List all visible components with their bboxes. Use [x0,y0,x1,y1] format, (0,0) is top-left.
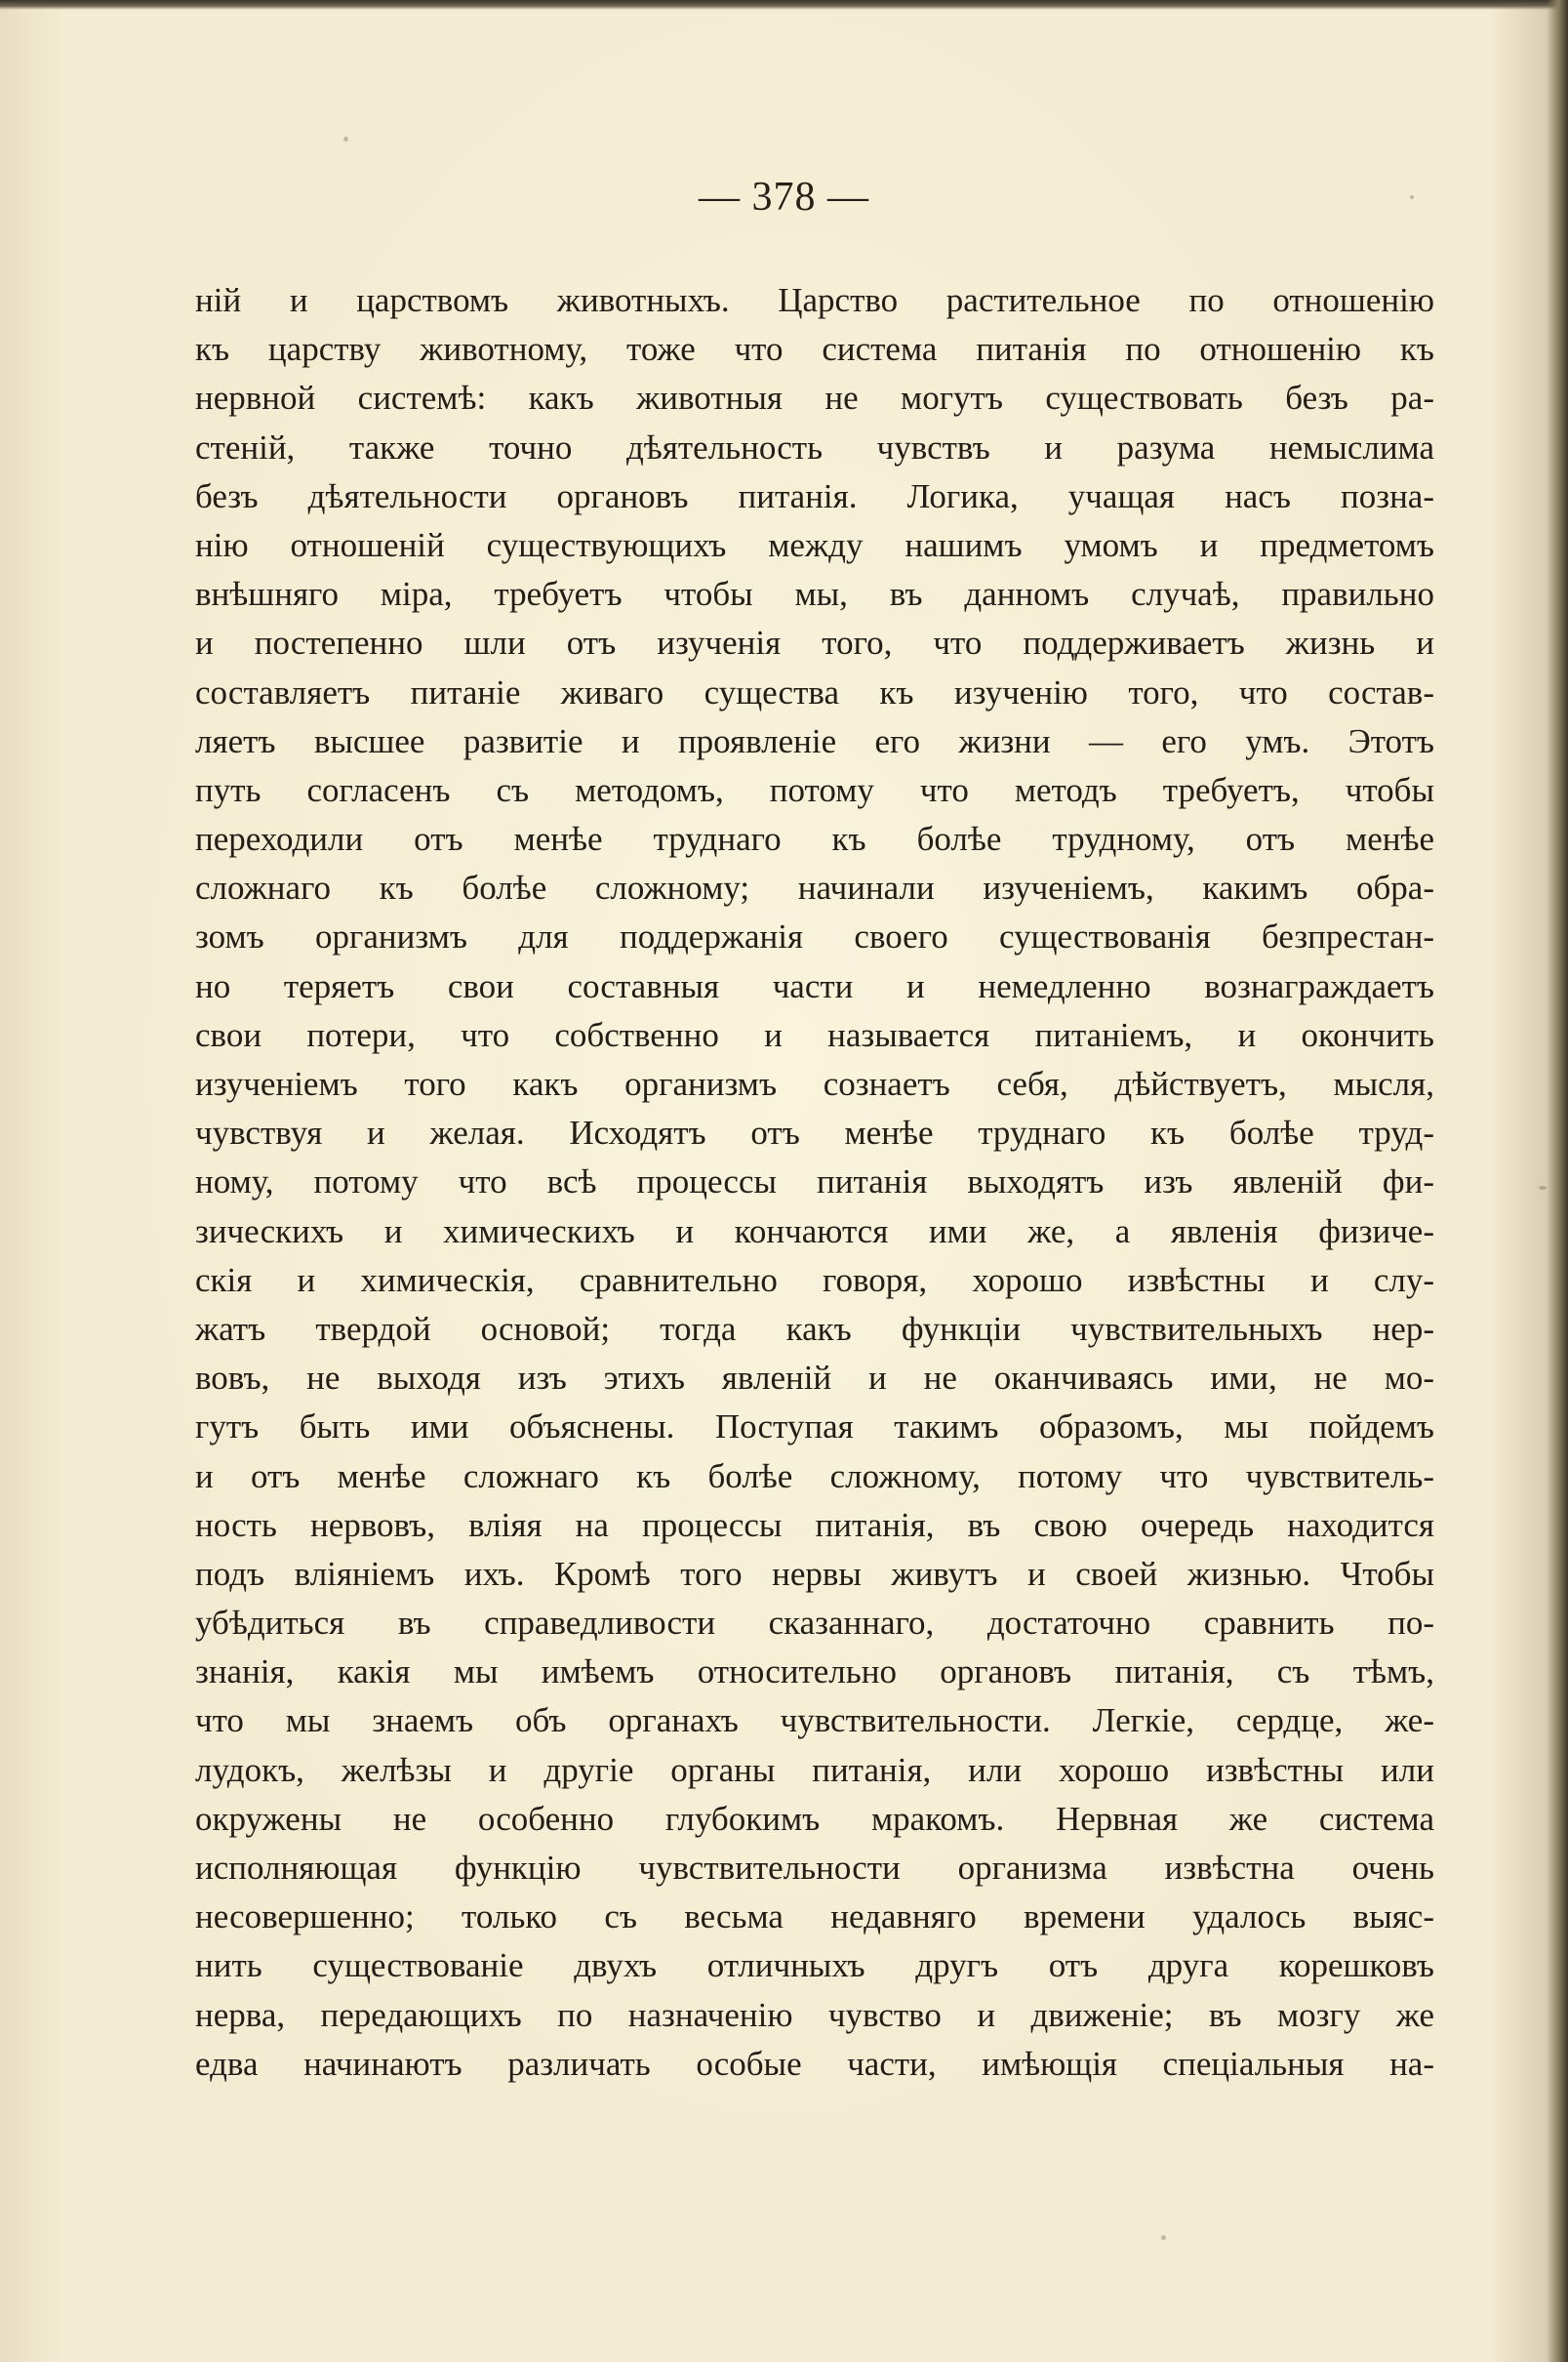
paper-speck [1539,1186,1547,1190]
text-line: безъ дѣятельности органовъ питанія. Логика, учащая насъ позна- [195,476,1434,515]
text-line: ность нервовъ, вліяя на процессы питанія, въ свою очередь находится [195,1505,1434,1544]
text-line: лудокъ, желѣзы и другіе органы питанія, или хорошо извѣстны или [195,1750,1434,1789]
text-line: исполняющая функцію чувствительности организма извѣстна очень [195,1849,1434,1887]
text-line: вовъ, не выходя изъ этихъ явленій и не оканчиваясь ими, не мо- [195,1359,1434,1398]
text-line: свои потери, что собственно и называется питаніемъ, и окончить [195,1015,1434,1054]
text-line: ній и царствомъ животныхъ. Царство растительное по отношенію [195,281,1434,319]
page-number: — 378 — [699,175,869,220]
text-line: стеній, также точно дѣятельность чувствъ и разума немыслима [195,428,1434,467]
text-line: знанія, какія мы имѣемъ относительно органовъ питанія, съ тѣмъ, [195,1652,1434,1691]
text-line: сложнаго къ болѣе сложному; начинали изученіемъ, какимъ обра- [195,869,1434,908]
text-line: окружены не особенно глубокимъ мракомъ. Нервная же система [195,1799,1434,1838]
text-line: зомъ организмъ для поддержанія своего существованія безпрестан- [195,917,1434,957]
text-line: нерва, передающихъ по назначенію чувство и движеніе; въ мозгу же [195,1995,1434,2034]
paper-speck [1161,2235,1166,2240]
text-line: путь согласенъ съ методомъ, потому что методъ требуетъ, чтобы [195,770,1434,809]
paper-speck [343,137,348,142]
text-line: едва начинаютъ различать особые части, имѣющія спеціальныя на- [195,2044,1434,2083]
text-line: изученіемъ того какъ организмъ сознаетъ себя, дѣйствуетъ, мысля, [195,1065,1434,1103]
page-top-edge-shadow [0,0,1568,10]
text-line: что мы знаемъ объ органахъ чувствительности. Легкіе, сердце, же- [195,1701,1434,1740]
page-binding-edge [1547,0,1568,2362]
text-line: жатъ твердой основой; тогда какъ функціи чувствительныхъ нер- [195,1309,1434,1348]
text-line: и отъ менѣе сложнаго къ болѣе сложному, потому что чувствитель- [195,1456,1434,1495]
text-line: переходили отъ менѣе труднаго къ болѣе трудному, отъ менѣе [195,820,1434,859]
text-line: нію отношеній существующихъ между нашимъ умомъ и предметомъ [195,525,1434,564]
text-line: зическихъ и химическихъ и кончаются ими же, а явленія физиче- [195,1211,1434,1250]
text-line: и постепенно шли отъ изученія того, что поддерживаетъ жизнь и [195,624,1434,663]
text-line: ному, потому что всѣ процессы питанія выходятъ изъ явленій фи- [195,1162,1434,1201]
text-line: убѣдиться въ справедливости сказаннаго, достаточно сравнить по- [195,1604,1434,1643]
text-line: къ царству животному, тоже что система питанія по отношенію къ [195,330,1434,369]
text-line: составляетъ питаніе живаго существа къ изученію того, что состав- [195,672,1434,712]
text-line: внѣшняго міра, требуетъ чтобы мы, въ данномъ случаѣ, правильно [195,575,1434,614]
body-text [195,276,1434,2089]
text-line: гутъ быть ими объяснены. Поступая такимъ образомъ, мы пойдемъ [195,1407,1434,1446]
text-line: подъ вліяніемъ ихъ. Кромѣ того нервы живутъ и своей жизнью. Чтобы [195,1554,1434,1593]
text-line: нить существованіе двухъ отличныхъ другъ отъ друга корешковъ [195,1946,1434,1985]
text-line: нервной системѣ: какъ животныя не могутъ существовать безъ ра- [195,379,1434,418]
text-line: ляетъ высшее развитіе и проявленіе его жизни — его умъ. Этотъ [195,721,1434,760]
text-line: но теряетъ свои составныя части и немедленно вознаграждаетъ [195,966,1434,1005]
text-line: чувствуя и желая. Исходятъ отъ менѣе труднаго къ болѣе труд- [195,1114,1434,1153]
text-line: скія и химическія, сравнительно говоря, хорошо извѣстны и слу- [195,1260,1434,1299]
text-line: несовершенно; только съ весьма недавняго времени удалось выяс- [195,1897,1434,1936]
